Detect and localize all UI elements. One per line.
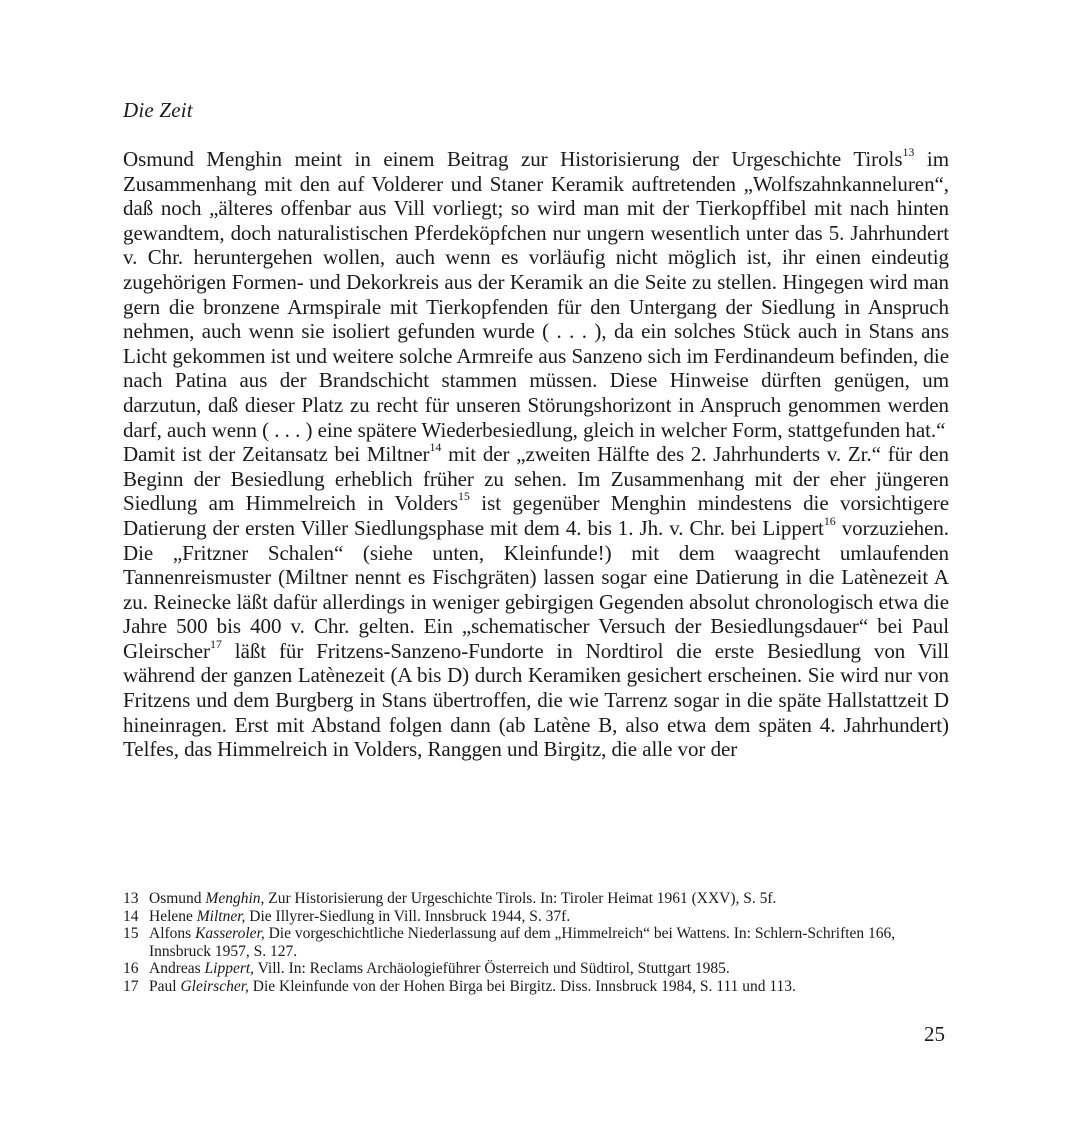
footnote-author-first: Osmund	[149, 890, 206, 907]
footnote-17	[123, 978, 949, 996]
footnote-number: 15	[123, 925, 139, 943]
footnote-13	[123, 890, 949, 908]
footnote-citation: Die Kleinfunde von der Hohen Birga bei Birgitz. Diss. Innsbruck 1984, S. 111 und 113.	[248, 977, 796, 995]
paragraph-text: ist gegenüber Menghin mindestens die vorsichtigere Datierung der ersten Viller Siedlungsphase mit dem 4. bis 1. Jh. v. Chr. bei Lippert	[123, 491, 949, 540]
footnote-author-surname: Kasseroler,	[195, 925, 265, 943]
footnote-text	[149, 978, 949, 996]
footnote-ref-13[interactable]: 13	[902, 145, 915, 159]
footnote-author-first: Alfons	[149, 925, 196, 943]
section-heading: Die Zeit	[123, 98, 193, 122]
footnote-author-first: Paul	[149, 977, 181, 995]
footnote-author-first: Helene	[149, 907, 197, 925]
page-number: 25	[924, 1022, 945, 1046]
paragraph-text: im Zusammenhang mit den auf Volderer und Staner Keramik auftretenden „Wolfszahnkanneluren“, daß noch „älteres offenbar aus Vill vorliegt; so wird man mit der Tierkopffibel mit nach hinten gewandtem, doch naturalistischen Pferdeköpfchen nur ungern wesentlich unter das 5. Jahrhundert v. Chr. heruntergehen wollen, auch wenn es vorläufig nicht möglich ist, ihr einen eindeutig zugehörigen Formen- und Dekorkreis aus der Keramik an die Seite zu stellen. Hingegen wird man gern die bronzene Armspirale mit Tierkopfenden für den Untergang der Siedlung in Anspruch nehmen, auch wenn sie isoliert gefunden wurde ( . . . ), da ein solches Stück auch in Stans ans Licht gekommen ist und weitere solche Armreife aus Sanzeno sich im Ferdinandeum befinden, die nach Patina aus der Brandschicht stammen müssen. Diese Hinweise dürften genügen, um darzutun, daß dieser Platz zu recht für unseren Störungshorizont in Anspruch genommen werden darf, auch wenn ( . . . ) eine spätere Wiederbesiedlung, gleich in welcher Form, stattgefunden hat.“	[123, 147, 949, 442]
footnote-citation: Die vorgeschichtliche Niederlassung auf dem „Himmelreich“ bei Wattens. In: Schlern-Schriften 166, Innsbruck 1957, S. 127.	[149, 925, 896, 960]
footnote-text	[149, 908, 949, 926]
footnote-ref-17[interactable]: 17	[209, 636, 222, 651]
footnote-number: 13	[123, 890, 139, 907]
footnote-author-surname: Menghin,	[205, 890, 265, 907]
footnote-14	[123, 908, 949, 926]
footnote-author-surname: Lippert,	[204, 960, 255, 978]
footnote-citation: Vill. In: Reclams Archäologieführer Österreich und Südtirol, Stuttgart 1985.	[254, 960, 730, 978]
footnote-ref-15[interactable]: 15	[457, 489, 470, 504]
footnote-text	[149, 960, 949, 978]
body-paragraph-2	[123, 442, 949, 762]
footnote-author-first: Andreas	[149, 960, 205, 978]
footnote-number: 16	[123, 960, 139, 978]
footnote-ref-14[interactable]: 14	[429, 440, 442, 455]
paragraph-text: läßt für Fritzens-Sanzeno-Fundorte in Nordtirol die erste Besiedlung von Vill während der ganzen Latènezeit (A bis D) durch Keramiken gesichert erscheinen. Sie wird nur von Fritzens und dem Burgberg in Stans übertroffen, die wie Tarrenz sogar in die späte Hallstattzeit D hineinragen. Erst mit Abstand folgen dann (ab Latène B, also etwa dem späten 4. Jahrhundert) Telfes, das Himmelreich in Volders, Ranggen und Birgitz, die alle vor der	[123, 638, 949, 762]
footnote-citation: Zur Historisierung der Urgeschichte Tirols. In: Tiroler Heimat 1961 (XXV), S. 5f.	[264, 890, 777, 907]
body-paragraph-1	[123, 147, 949, 442]
footnotes-section	[123, 890, 949, 996]
footnote-text	[149, 890, 949, 908]
footnote-ref-16[interactable]: 16	[823, 513, 836, 528]
paragraph-text: mit der „zweiten Hälfte des 2. Jahrhunderts v. Zr.“ für den Beginn der Besiedlung erheblich früher zu sehen. Im Zusammenhang mit der eher jüngeren Siedlung am Himmelreich in Volders	[123, 442, 949, 516]
paragraph-text: vorzuziehen. Die „Fritzner Schalen“ (siehe unten, Kleinfunde!) mit dem waagrecht umlaufenden Tannenreismuster (Miltner nennt es Fischgräten) lassen sogar eine Datierung in die Latènezeit A zu. Reinecke läßt dafür allerdings in weniger gebirgigen Gegenden absolut chronologisch etwa die Jahre 500 bis 400 v. Chr. gelten. Ein „schematischer Versuch der Besiedlungsdauer“ bei Paul Gleirscher	[123, 515, 949, 663]
footnote-citation: Die Illyrer-Siedlung in Vill. Innsbruck 1944, S. 37f.	[245, 907, 571, 925]
page-body	[123, 97, 949, 762]
footnote-author-surname: Miltner,	[196, 907, 246, 925]
paragraph-text: Damit ist der Zeitansatz bei Miltner	[123, 442, 430, 467]
footnote-15	[123, 925, 949, 960]
footnote-number: 17	[123, 977, 139, 995]
footnote-16	[123, 960, 949, 978]
footnote-author-surname: Gleirscher,	[180, 977, 249, 995]
footnote-text	[149, 925, 949, 960]
footnote-number: 14	[123, 907, 139, 925]
paragraph-text: Osmund Menghin meint in einem Beitrag zur Historisierung der Urgeschichte Tirols	[123, 147, 903, 171]
